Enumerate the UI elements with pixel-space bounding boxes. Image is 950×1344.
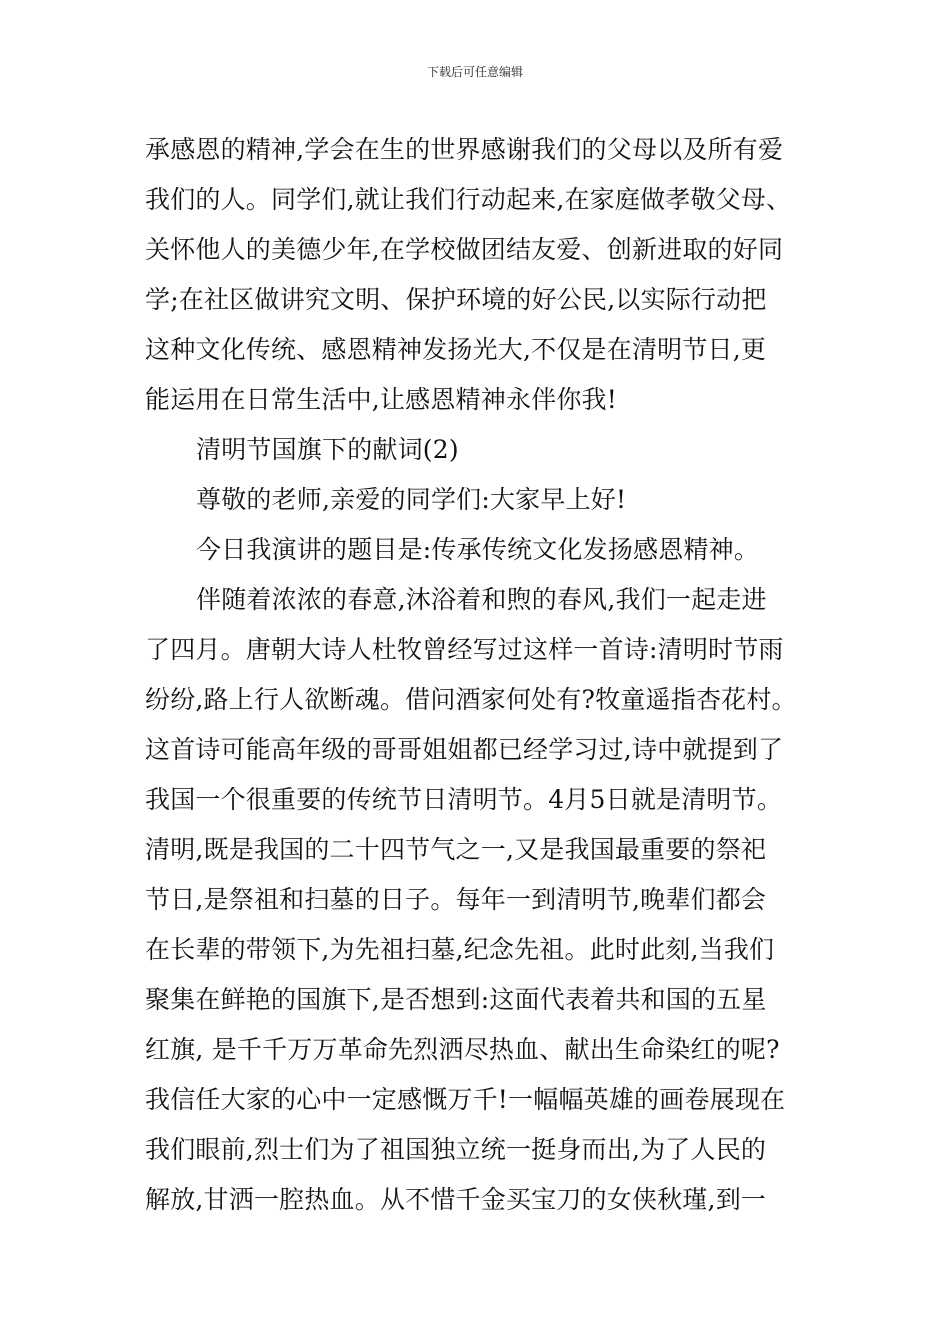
text-line: 关怀他人的美德少年,在学校做团结友爱、创新进取的好同 — [145, 235, 784, 264]
section-title: 清明节国旗下的献词(2) — [196, 435, 459, 464]
text-line: 解放,甘洒一腔热血。从不惜千金买宝刀的女侠秋瑾,到一 — [145, 1185, 767, 1214]
text-line: 承感恩的精神,学会在生的世界感谢我们的父母以及所有爱 — [145, 135, 784, 164]
topic-line: 今日我演讲的题目是:传承传统文化发扬感恩精神。 — [196, 535, 760, 564]
text-line: 我们的人。同学们,就让我们行动起来,在家庭做孝敬父母、 — [145, 185, 792, 214]
text-line: 能运用在日常生活中,让感恩精神永伴你我! — [145, 385, 617, 414]
text-line: 在长辈的带领下,为先祖扫墓,纪念先祖。此时此刻,当我们 — [145, 935, 775, 964]
text-line: 伴随着浓浓的春意,沐浴着和煦的春风,我们一起走进 — [196, 585, 767, 614]
text-line: 这首诗可能高年级的哥哥姐姐都已经学习过,诗中就提到了 — [145, 735, 784, 764]
text-line: 这种文化传统、感恩精神发扬光大,不仅是在清明节日,更 — [145, 335, 767, 364]
page-header: 下载后可任意编辑 — [426, 65, 523, 79]
text-line: 我国一个很重要的传统节日清明节。4月5日就是清明节。 — [145, 785, 783, 814]
text-line: 纷纷,路上行人欲断魂。借问酒家何处有?牧童遥指杏花村。 — [145, 685, 797, 714]
text-line: 节日,是祭祖和扫墓的日子。每年一到清明节,晚辈们都会 — [145, 885, 767, 914]
text-line: 聚集在鲜艳的国旗下,是否想到:这面代表着共和国的五星 — [145, 985, 767, 1014]
text-line: 红旗, 是千千万万革命先烈洒尽热血、献出生命染红的呢? — [145, 1035, 780, 1064]
text-line: 清明,既是我国的二十四节气之一,又是我国最重要的祭祀 — [145, 835, 767, 864]
text-line: 学;在社区做讲究文明、保护环境的好公民,以实际行动把 — [145, 285, 767, 314]
greeting-line: 尊敬的老师,亲爱的同学们:大家早上好! — [196, 485, 627, 514]
text-line: 我信任大家的心中一定感慨万千!一幅幅英雄的画卷展现在 — [145, 1085, 786, 1114]
text-line: 了四月。唐朝大诗人杜牧曾经写过这样一首诗:清明时节雨 — [145, 635, 784, 664]
text-line: 我们眼前,烈士们为了祖国独立统一挺身而出,为了人民的 — [145, 1135, 767, 1164]
